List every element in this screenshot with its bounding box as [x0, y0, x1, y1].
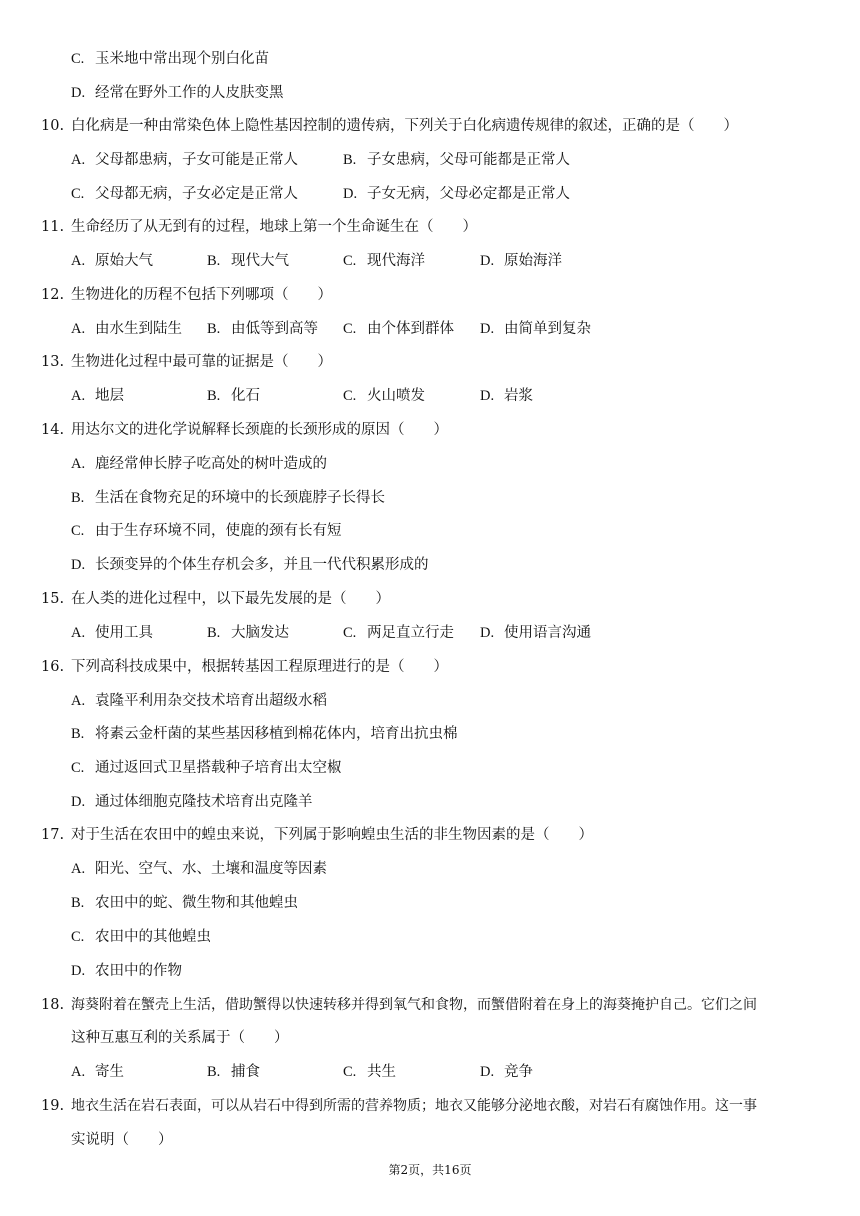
option-text: 两足直立行走 — [367, 625, 454, 641]
option-text: 由于生存环境不同，使鹿的颈有长有短 — [95, 523, 342, 539]
option-label: C. — [71, 929, 85, 945]
option-q11-a — [71, 251, 153, 271]
option-q15-b — [207, 623, 289, 643]
question-19-stem — [41, 1096, 757, 1116]
option-q17-d — [71, 961, 182, 981]
question-19-stem-cont — [71, 1130, 173, 1150]
question-number: 19. — [41, 1098, 65, 1114]
option-text: 将素云金杆菌的某些基因移植到棉花体内，培育出抗虫棉 — [95, 726, 458, 742]
question-number: 15. — [41, 591, 65, 607]
option-q16-d — [71, 792, 313, 812]
option-label: D. — [343, 186, 358, 202]
option-label: C. — [343, 321, 357, 337]
question-18-stem — [41, 995, 757, 1015]
option-text: 通过返回式卫星搭载种子培育出太空椒 — [95, 760, 342, 776]
option-q12-a — [71, 319, 182, 339]
option-q9-c — [71, 49, 269, 69]
option-label: D. — [71, 794, 86, 810]
option-label: A. — [71, 321, 86, 337]
option-label: A. — [71, 388, 86, 404]
option-text: 竞争 — [504, 1064, 533, 1080]
option-text: 化石 — [231, 388, 260, 404]
option-label: B. — [207, 625, 221, 641]
option-text: 农田中的蛇、微生物和其他蝗虫 — [95, 895, 298, 911]
question-18-stem-cont — [71, 1028, 289, 1048]
question-text: 在人类的进化过程中，以下最先发展的是（ ） — [71, 591, 390, 607]
option-label: D. — [480, 1064, 495, 1080]
option-label: A. — [71, 861, 86, 877]
question-17-stem — [41, 825, 593, 845]
option-label: B. — [207, 1064, 221, 1080]
option-q16-c — [71, 758, 342, 778]
option-text: 原始海洋 — [504, 253, 562, 269]
question-number: 10. — [41, 118, 65, 134]
option-text: 父母都患病，子女可能是正常人 — [95, 152, 298, 168]
question-text: 海葵附着在蟹壳上生活，借助蟹得以快速转移并得到氧气和食物，而蟹借附着在身上的海葵掩护自己。它们之间 — [71, 997, 757, 1013]
option-label: C. — [71, 760, 85, 776]
option-label: C. — [71, 51, 85, 67]
question-16-stem — [41, 657, 448, 677]
option-text: 农田中的其他蝗虫 — [95, 929, 211, 945]
question-text: 白化病是一种由常染色体上隐性基因控制的遗传病，下列关于白化病遗传规律的叙述，正确的是（ ） — [71, 118, 738, 134]
option-text: 共生 — [367, 1064, 396, 1080]
option-text: 使用语言沟通 — [504, 625, 591, 641]
option-label: B. — [207, 253, 221, 269]
option-q16-b — [71, 724, 458, 744]
option-text: 寄生 — [95, 1064, 124, 1080]
option-q11-c — [343, 251, 425, 271]
option-text: 经常在野外工作的人皮肤变黑 — [95, 85, 284, 101]
option-q10-a — [71, 150, 298, 170]
option-label: D. — [480, 321, 495, 337]
option-label: B. — [207, 321, 221, 337]
option-q12-d — [480, 319, 591, 339]
option-q18-d — [480, 1062, 533, 1082]
option-label: A. — [71, 693, 86, 709]
option-label: A. — [71, 253, 86, 269]
question-14-stem — [41, 420, 448, 440]
question-12-stem — [41, 285, 332, 305]
option-q14-d — [71, 555, 429, 575]
question-text: 生命经历了从无到有的过程，地球上第一个生命诞生在（ ） — [71, 219, 477, 235]
option-label: A. — [71, 152, 86, 168]
option-text: 生活在食物充足的环境中的长颈鹿脖子长得长 — [95, 490, 385, 506]
option-q14-a — [71, 454, 327, 474]
option-q15-c — [343, 623, 454, 643]
option-q11-b — [207, 251, 289, 271]
option-q10-d — [343, 184, 570, 204]
option-text: 阳光、空气、水、土壤和温度等因素 — [95, 861, 327, 877]
option-q12-b — [207, 319, 318, 339]
option-text: 使用工具 — [95, 625, 153, 641]
option-label: D. — [480, 253, 495, 269]
option-text: 玉米地中常出现个别白化苗 — [95, 51, 269, 67]
option-label: D. — [480, 388, 495, 404]
option-text: 地层 — [95, 388, 124, 404]
option-text: 农田中的作物 — [95, 963, 182, 979]
option-label: D. — [480, 625, 495, 641]
question-text: 生物进化的历程不包括下列哪项（ ） — [71, 287, 332, 303]
option-q9-d — [71, 83, 284, 103]
option-q17-b — [71, 893, 298, 913]
question-11-stem — [41, 217, 477, 237]
option-label: B. — [207, 388, 221, 404]
option-label: B. — [71, 895, 85, 911]
question-text: 用达尔文的进化学说解释长颈鹿的长颈形成的原因（ ） — [71, 422, 448, 438]
option-text: 现代大气 — [231, 253, 289, 269]
option-q16-a — [71, 691, 327, 711]
option-q17-c — [71, 927, 211, 947]
option-text: 大脑发达 — [231, 625, 289, 641]
option-text: 长颈变异的个体生存机会多，并且一代代积累形成的 — [95, 557, 429, 573]
option-label: A. — [71, 625, 86, 641]
option-text: 子女患病，父母可能都是正常人 — [367, 152, 570, 168]
option-text: 由个体到群体 — [367, 321, 454, 337]
question-number: 12. — [41, 287, 65, 303]
option-label: C. — [343, 625, 357, 641]
option-label: B. — [71, 490, 85, 506]
question-15-stem — [41, 589, 390, 609]
option-text: 现代海洋 — [367, 253, 425, 269]
question-text: 这种互惠互利的关系属于（ ） — [71, 1030, 289, 1046]
option-text: 捕食 — [231, 1064, 260, 1080]
option-q14-c — [71, 521, 342, 541]
option-label: D. — [71, 963, 86, 979]
question-text: 生物进化过程中最可靠的证据是（ ） — [71, 354, 332, 370]
option-text: 由水生到陆生 — [95, 321, 182, 337]
option-text: 原始大气 — [95, 253, 153, 269]
option-text: 通过体细胞克隆技术培育出克隆羊 — [95, 794, 313, 810]
option-q13-b — [207, 386, 260, 406]
option-q13-c — [343, 386, 425, 406]
option-text: 岩浆 — [504, 388, 533, 404]
question-number: 13. — [41, 354, 65, 370]
question-text: 下列高科技成果中，根据转基因工程原理进行的是（ ） — [71, 659, 448, 675]
question-13-stem — [41, 352, 332, 372]
question-number: 17. — [41, 827, 65, 843]
option-label: B. — [343, 152, 357, 168]
option-label: D. — [71, 85, 86, 101]
option-text: 由低等到高等 — [231, 321, 318, 337]
option-q13-a — [71, 386, 124, 406]
option-label: C. — [343, 253, 357, 269]
option-label: C. — [343, 388, 357, 404]
option-q13-d — [480, 386, 533, 406]
question-text: 地衣生活在岩石表面，可以从岩石中得到所需的营养物质；地衣又能够分泌地衣酸，对岩石有腐蚀作用。这一事 — [71, 1098, 757, 1114]
option-label: D. — [71, 557, 86, 573]
option-text: 袁隆平利用杂交技术培育出超级水稻 — [95, 693, 327, 709]
option-q18-a — [71, 1062, 124, 1082]
question-number: 14. — [41, 422, 65, 438]
option-q15-d — [480, 623, 591, 643]
question-text: 实说明（ ） — [71, 1132, 173, 1148]
option-q10-b — [343, 150, 570, 170]
option-q10-c — [71, 184, 298, 204]
question-text: 对于生活在农田中的蝗虫来说，下列属于影响蝗虫生活的非生物因素的是（ ） — [71, 827, 593, 843]
option-label: A. — [71, 1064, 86, 1080]
question-number: 16. — [41, 659, 65, 675]
option-label: B. — [71, 726, 85, 742]
question-10-stem — [41, 116, 738, 136]
option-q15-a — [71, 623, 153, 643]
option-text: 父母都无病，子女必定是正常人 — [95, 186, 298, 202]
question-number: 11. — [41, 219, 65, 235]
option-q18-b — [207, 1062, 260, 1082]
option-q17-a — [71, 859, 327, 879]
option-q18-c — [343, 1062, 396, 1082]
option-q12-c — [343, 319, 454, 339]
page-footer: 第2页，共16页 — [388, 1163, 472, 1177]
option-q11-d — [480, 251, 562, 271]
option-q14-b — [71, 488, 385, 508]
option-text: 火山喷发 — [367, 388, 425, 404]
option-text: 子女无病，父母必定都是正常人 — [367, 186, 570, 202]
question-number: 18. — [41, 997, 65, 1013]
option-text: 鹿经常伸长脖子吃高处的树叶造成的 — [95, 456, 327, 472]
option-label: C. — [71, 523, 85, 539]
option-text: 由简单到复杂 — [504, 321, 591, 337]
option-label: C. — [343, 1064, 357, 1080]
option-label: C. — [71, 186, 85, 202]
option-label: A. — [71, 456, 86, 472]
